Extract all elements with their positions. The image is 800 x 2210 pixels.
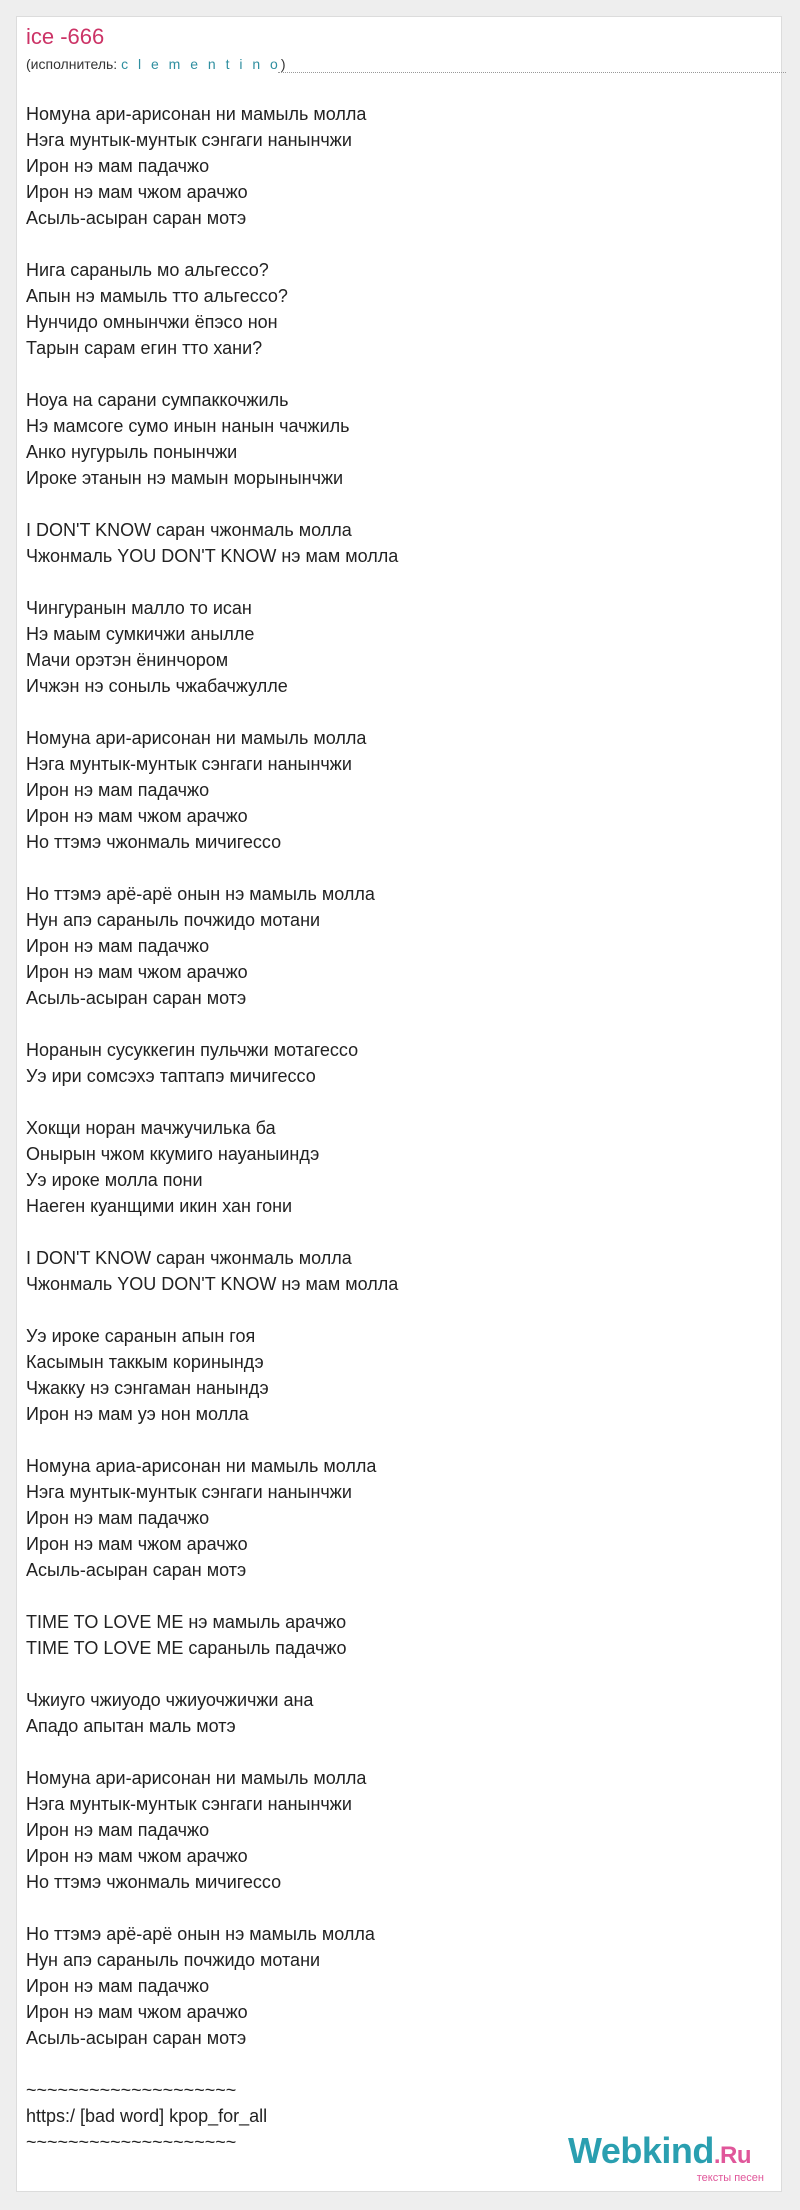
lyric-line: Нэга мунтык-мунтык сэнгаги нанынчжи <box>26 1482 352 1502</box>
lyric-line: Асыль-асыран саран мотэ <box>26 2028 247 2048</box>
stanza-break <box>26 2051 726 2077</box>
lyric-line: Ичжэн нэ соныль чжабачжулле <box>26 676 288 696</box>
artist-prefix: (исполнитель: <box>26 56 122 72</box>
lyric-line: Ирон нэ мам чжом арачжо <box>26 1846 248 1866</box>
lyric-line: Но ттэмэ арё-арё онын нэ мамыль молла <box>26 884 375 904</box>
lyric-line: Номуна ариа-арисонан ни мамыль молла <box>26 1456 377 1476</box>
logo-tagline: тексты песен <box>696 2172 764 2184</box>
stanza-break <box>26 569 726 595</box>
lyric-line: Асыль-асыран саран мотэ <box>26 988 247 1008</box>
lyric-line: Нэга мунтык-мунтык сэнгаги нанынчжи <box>26 1794 352 1814</box>
lyric-line: https:/ [bad word] kpop_for_all <box>26 2106 268 2126</box>
lyric-line: Касымын таккым коринындэ <box>26 1352 264 1372</box>
logo-wordmark <box>568 2131 751 2176</box>
stanza-break <box>26 1011 726 1037</box>
lyric-line: Ироке этанын нэ мамын морынынчжи <box>26 468 344 488</box>
lyric-line: TIME TO LOVE ME сараныль падачжо <box>26 1638 347 1658</box>
lyric-line: Нэга мунтык-мунтык сэнгаги нанынчжи <box>26 130 352 150</box>
stanza-break <box>26 361 726 387</box>
lyric-line: I DON'T KNOW саран чжонмаль молла <box>26 1248 352 1268</box>
lyric-line: Уэ ироке саранын апын гоя <box>26 1326 256 1346</box>
lyric-line: Ирон нэ мам чжом арачжо <box>26 806 248 826</box>
webkind-logo[interactable] <box>568 2131 768 2183</box>
lyric-line: Нун апэ сараныль почжидо мотани <box>26 1950 321 1970</box>
lyric-line: Но ттэмэ арё-арё онын нэ мамыль молла <box>26 1924 375 1944</box>
lyric-line: Ноуа на сарани сумпаккочжиль <box>26 390 289 410</box>
stanza-break <box>26 491 726 517</box>
lyrics-body <box>26 101 726 2155</box>
lyric-line: Номуна ари-арисонан ни мамыль молла <box>26 728 367 748</box>
lyric-line: Нэ маым сумкичжи анылле <box>26 624 255 644</box>
lyric-line: Анко нугурыль понынчжи <box>26 442 238 462</box>
stanza-break <box>26 1583 726 1609</box>
lyric-line: Уэ ири сомсэхэ таптапэ мичигессо <box>26 1066 316 1086</box>
lyric-line: Ирон нэ мам чжом арачжо <box>26 1534 248 1554</box>
lyric-line: Номуна ари-арисонан ни мамыль молла <box>26 104 367 124</box>
stanza-break <box>26 855 726 881</box>
lyric-line: Тарын сарам егин тто хани? <box>26 338 263 358</box>
lyric-line: ~~~~~~~~~~~~~~~~~~~~ <box>26 2132 237 2152</box>
stanza-break <box>26 1661 726 1687</box>
artist-link[interactable]: c l e m e n t i n o <box>121 56 281 72</box>
lyric-line: Нунчидо омнынчжи ёпэсо нон <box>26 312 278 332</box>
lyric-line: Онырын чжом ккумиго науаныиндэ <box>26 1144 320 1164</box>
lyric-line: Асыль-асыран саран мотэ <box>26 1560 247 1580</box>
lyric-line: Нига сараныль мо альгессо? <box>26 260 269 280</box>
artist-line <box>26 57 285 71</box>
lyric-line: Ирон нэ мам падачжо <box>26 780 210 800</box>
lyric-line: Нэ мамсоге сумо инын нанын чачжиль <box>26 416 350 436</box>
lyric-line: Ирон нэ мам падачжо <box>26 1976 210 1996</box>
lyric-line: Ападо апытан маль мотэ <box>26 1716 236 1736</box>
lyric-line: Чжонмаль YOU DON'T KNOW нэ мам молла <box>26 546 399 566</box>
logo-name: Webkind <box>568 2130 714 2171</box>
artist-suffix: ) <box>280 56 286 72</box>
stanza-break <box>26 1089 726 1115</box>
stanza-break <box>26 1219 726 1245</box>
lyric-line: TIME TO LOVE ME нэ мамыль арачжо <box>26 1612 347 1632</box>
lyric-line: I DON'T KNOW саран чжонмаль молла <box>26 520 352 540</box>
lyric-line: Уэ ироке молла пони <box>26 1170 203 1190</box>
lyric-line: Ирон нэ мам чжом арачжо <box>26 962 248 982</box>
lyric-line: Ирон нэ мам падачжо <box>26 936 210 956</box>
lyric-line: Нун апэ сараныль почжидо мотани <box>26 910 321 930</box>
lyric-line: Мачи орэтэн ёнинчором <box>26 650 229 670</box>
lyric-line: Наеген куанщими икин хан гони <box>26 1196 293 1216</box>
song-title: ice -666 <box>26 24 105 49</box>
stanza-break <box>26 231 726 257</box>
lyric-line: Ирон нэ мам падачжо <box>26 1508 210 1528</box>
stanza-break <box>26 1297 726 1323</box>
lyric-line: Чжиуго чжиуодо чжиуочжичжи ана <box>26 1690 314 1710</box>
stanza-break <box>26 1739 726 1765</box>
lyric-line: Ирон нэ мам чжом арачжо <box>26 2002 248 2022</box>
lyric-line: Ирон нэ мам падачжо <box>26 156 210 176</box>
lyric-line: Нэга мунтык-мунтык сэнгаги нанынчжи <box>26 754 352 774</box>
lyric-line: Норанын сусуккегин пульчжи мотагессо <box>26 1040 359 1060</box>
lyric-line: Ирон нэ мам уэ нон молла <box>26 1404 249 1424</box>
lyric-line: Чингуранын малло то исан <box>26 598 252 618</box>
header-divider <box>278 72 786 73</box>
lyric-line: Номуна ари-арисонан ни мамыль молла <box>26 1768 367 1788</box>
lyric-line: Чжонмаль YOU DON'T KNOW нэ мам молла <box>26 1274 399 1294</box>
lyric-line: Но ттэмэ чжонмаль мичигессо <box>26 1872 282 1892</box>
lyric-line: Ирон нэ мам чжом арачжо <box>26 182 248 202</box>
stanza-break <box>26 699 726 725</box>
lyric-line: Апын нэ мамыль тто альгессо? <box>26 286 288 306</box>
lyric-line: ~~~~~~~~~~~~~~~~~~~~ <box>26 2080 237 2100</box>
lyric-line: Ирон нэ мам падачжо <box>26 1820 210 1840</box>
lyric-line: Асыль-асыран саран мотэ <box>26 208 247 228</box>
logo-tld: .Ru <box>713 2142 752 2169</box>
stanza-break <box>26 1427 726 1453</box>
stanza-break <box>26 1895 726 1921</box>
lyric-line: Но ттэмэ чжонмаль мичигессо <box>26 832 282 852</box>
lyric-line: Чжакку нэ сэнгаман нанындэ <box>26 1378 269 1398</box>
lyric-line: Хокщи норан мачжучилька ба <box>26 1118 276 1138</box>
